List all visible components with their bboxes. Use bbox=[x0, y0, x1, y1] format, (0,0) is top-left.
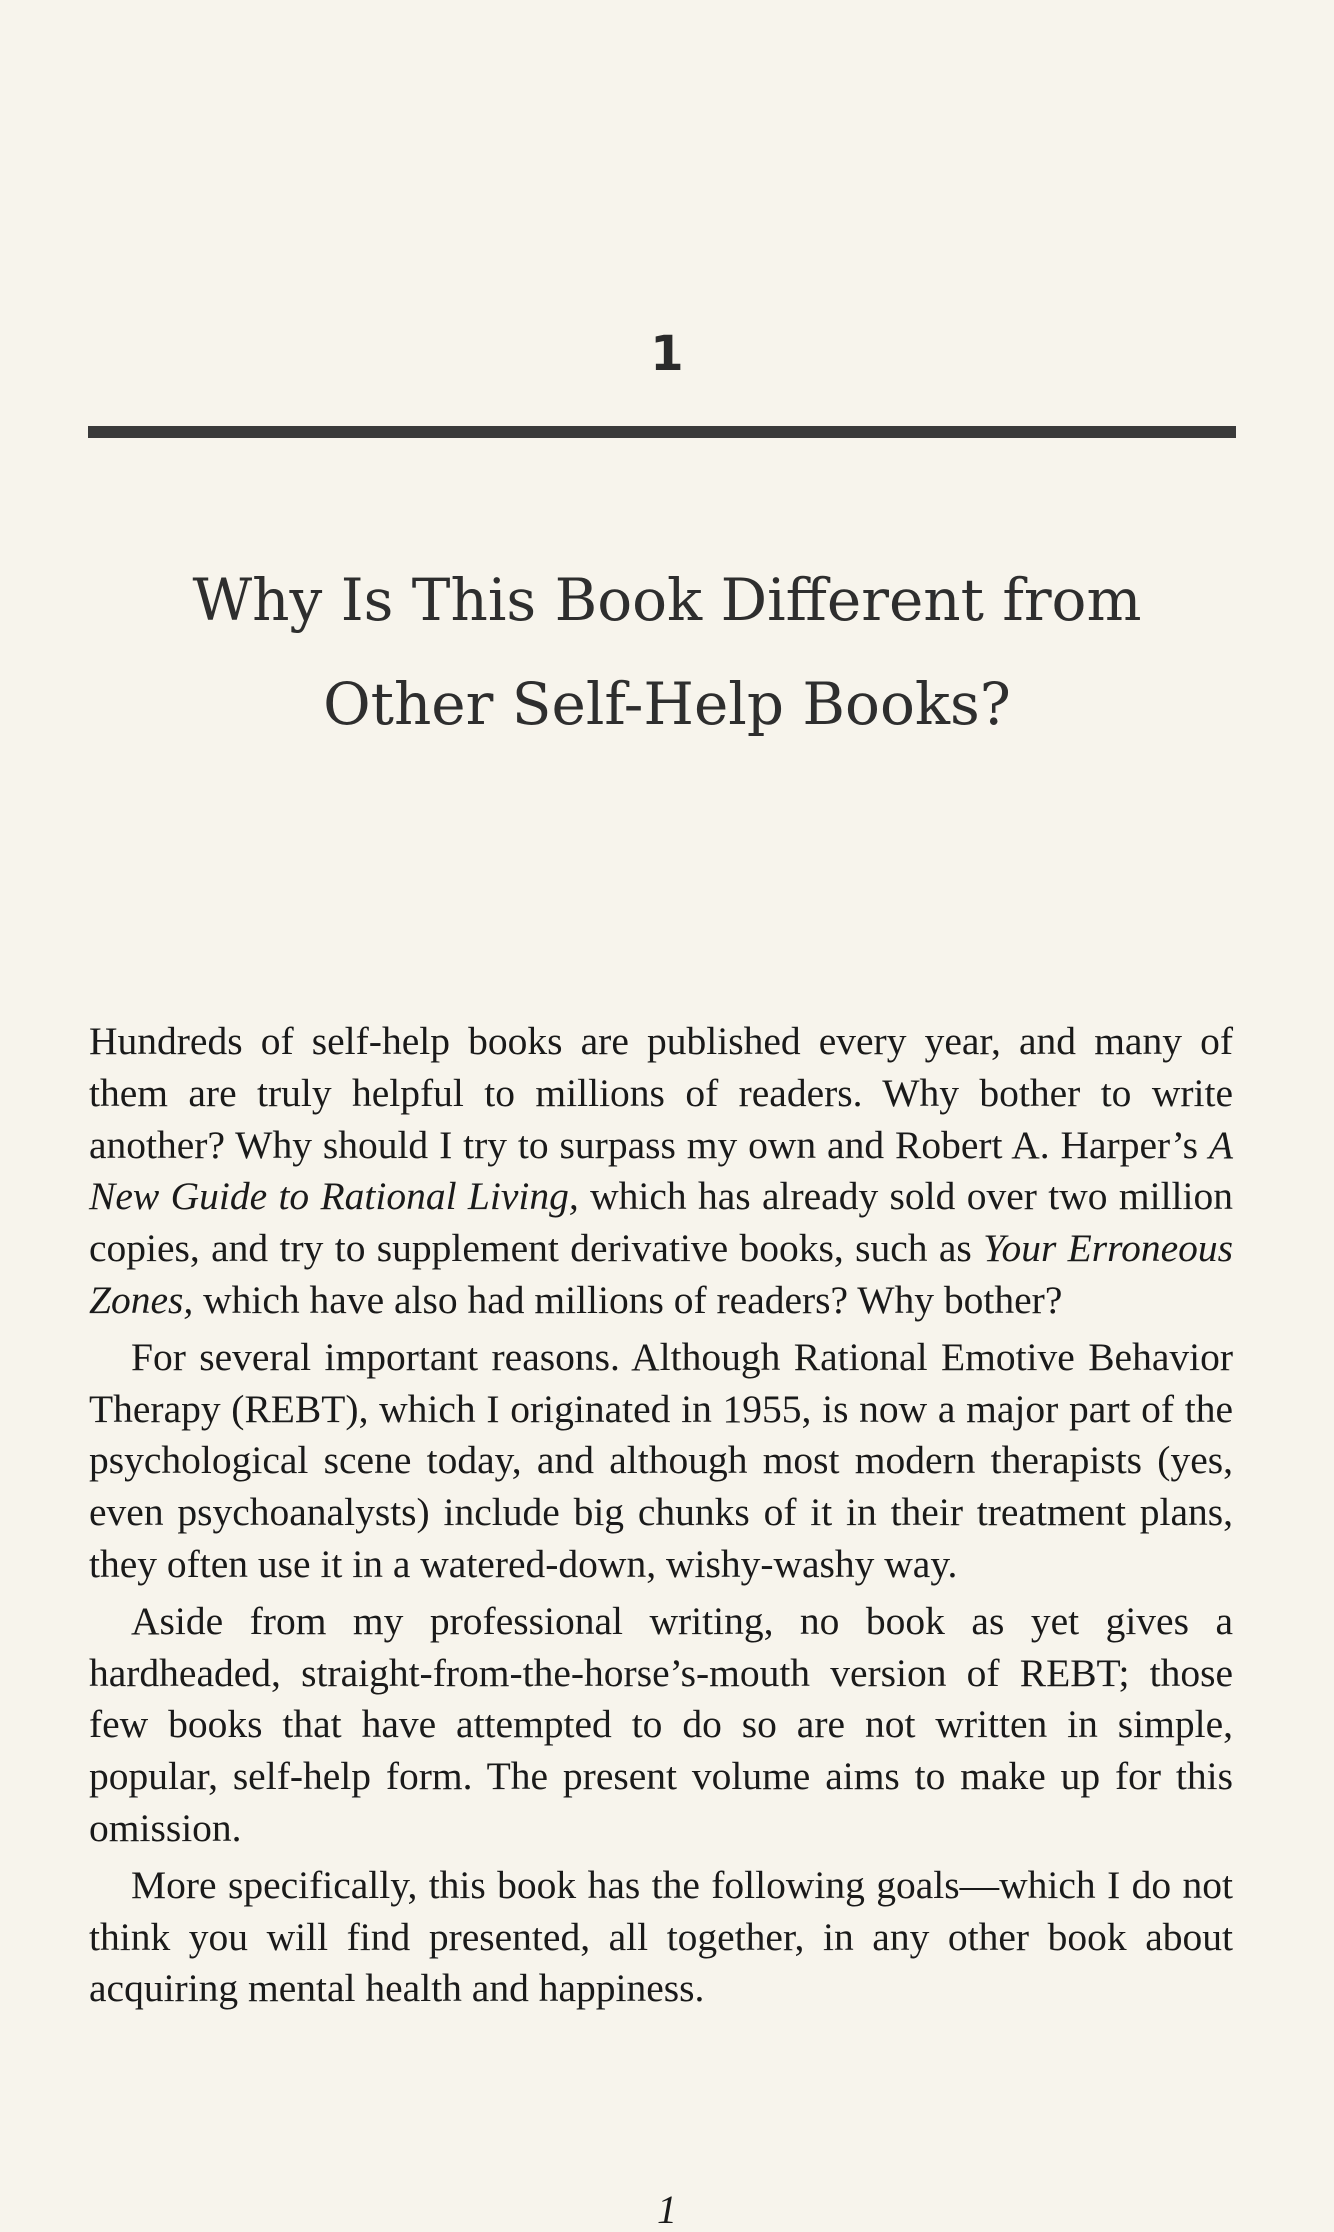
paragraph-1-text-a: Hundreds of self-help books are published every year, and many of them are truly helpful to millions of readers. Why bother to write another? Why should I try to surpass my own and Robert A. Harper’s bbox=[89, 1019, 1233, 1167]
page-number: 1 bbox=[657, 2187, 677, 2232]
book-title-new-guide: A New Guide to Rational Living, bbox=[89, 1122, 1233, 1219]
paragraph-2: For several important reasons. Although Rational Emotive Behavior Therapy (REBT), which I originated in 1955, is now a major part of the psychological scene today, and although most modern therapists (yes, even psychoanalysts) include big chunks of it in their treatment plans, they often use it in a watered-down, wishy-washy way. bbox=[89, 1334, 1233, 1586]
paragraph-1-text-c: which has already sold over two million copies, and try to supplement derivative books, such as bbox=[89, 1174, 1233, 1271]
book-title-erroneous-zones: Your Erroneous Zones, bbox=[89, 1226, 1233, 1322]
body-text bbox=[89, 1016, 1233, 2020]
paragraph-4: More specifically, this book has the following goals—which I do not think you will find presented, all together, in any other book about acquiring mental health and happiness. bbox=[89, 1862, 1233, 2011]
chapter-title bbox=[80, 548, 1254, 756]
paragraph-1-text-e: which have also had millions of readers? Why bother? bbox=[193, 1277, 1063, 1322]
chapter-number: 1 bbox=[650, 326, 684, 382]
chapter-divider bbox=[88, 426, 1236, 438]
paragraph-3: Aside from my professional writing, no book as yet gives a hardheaded, straight-from-the-horse’s-mouth version of REBT; those few books that have attempted to do so are not written in simple, popular, self-help form. The present volume aims to make up for this omission. bbox=[89, 1598, 1233, 1850]
paragraph-1 bbox=[89, 1016, 1233, 1327]
chapter-title-line-1: Why Is This Book Different from bbox=[192, 566, 1142, 634]
chapter-title-line-2: Other Self-Help Books? bbox=[323, 670, 1011, 738]
